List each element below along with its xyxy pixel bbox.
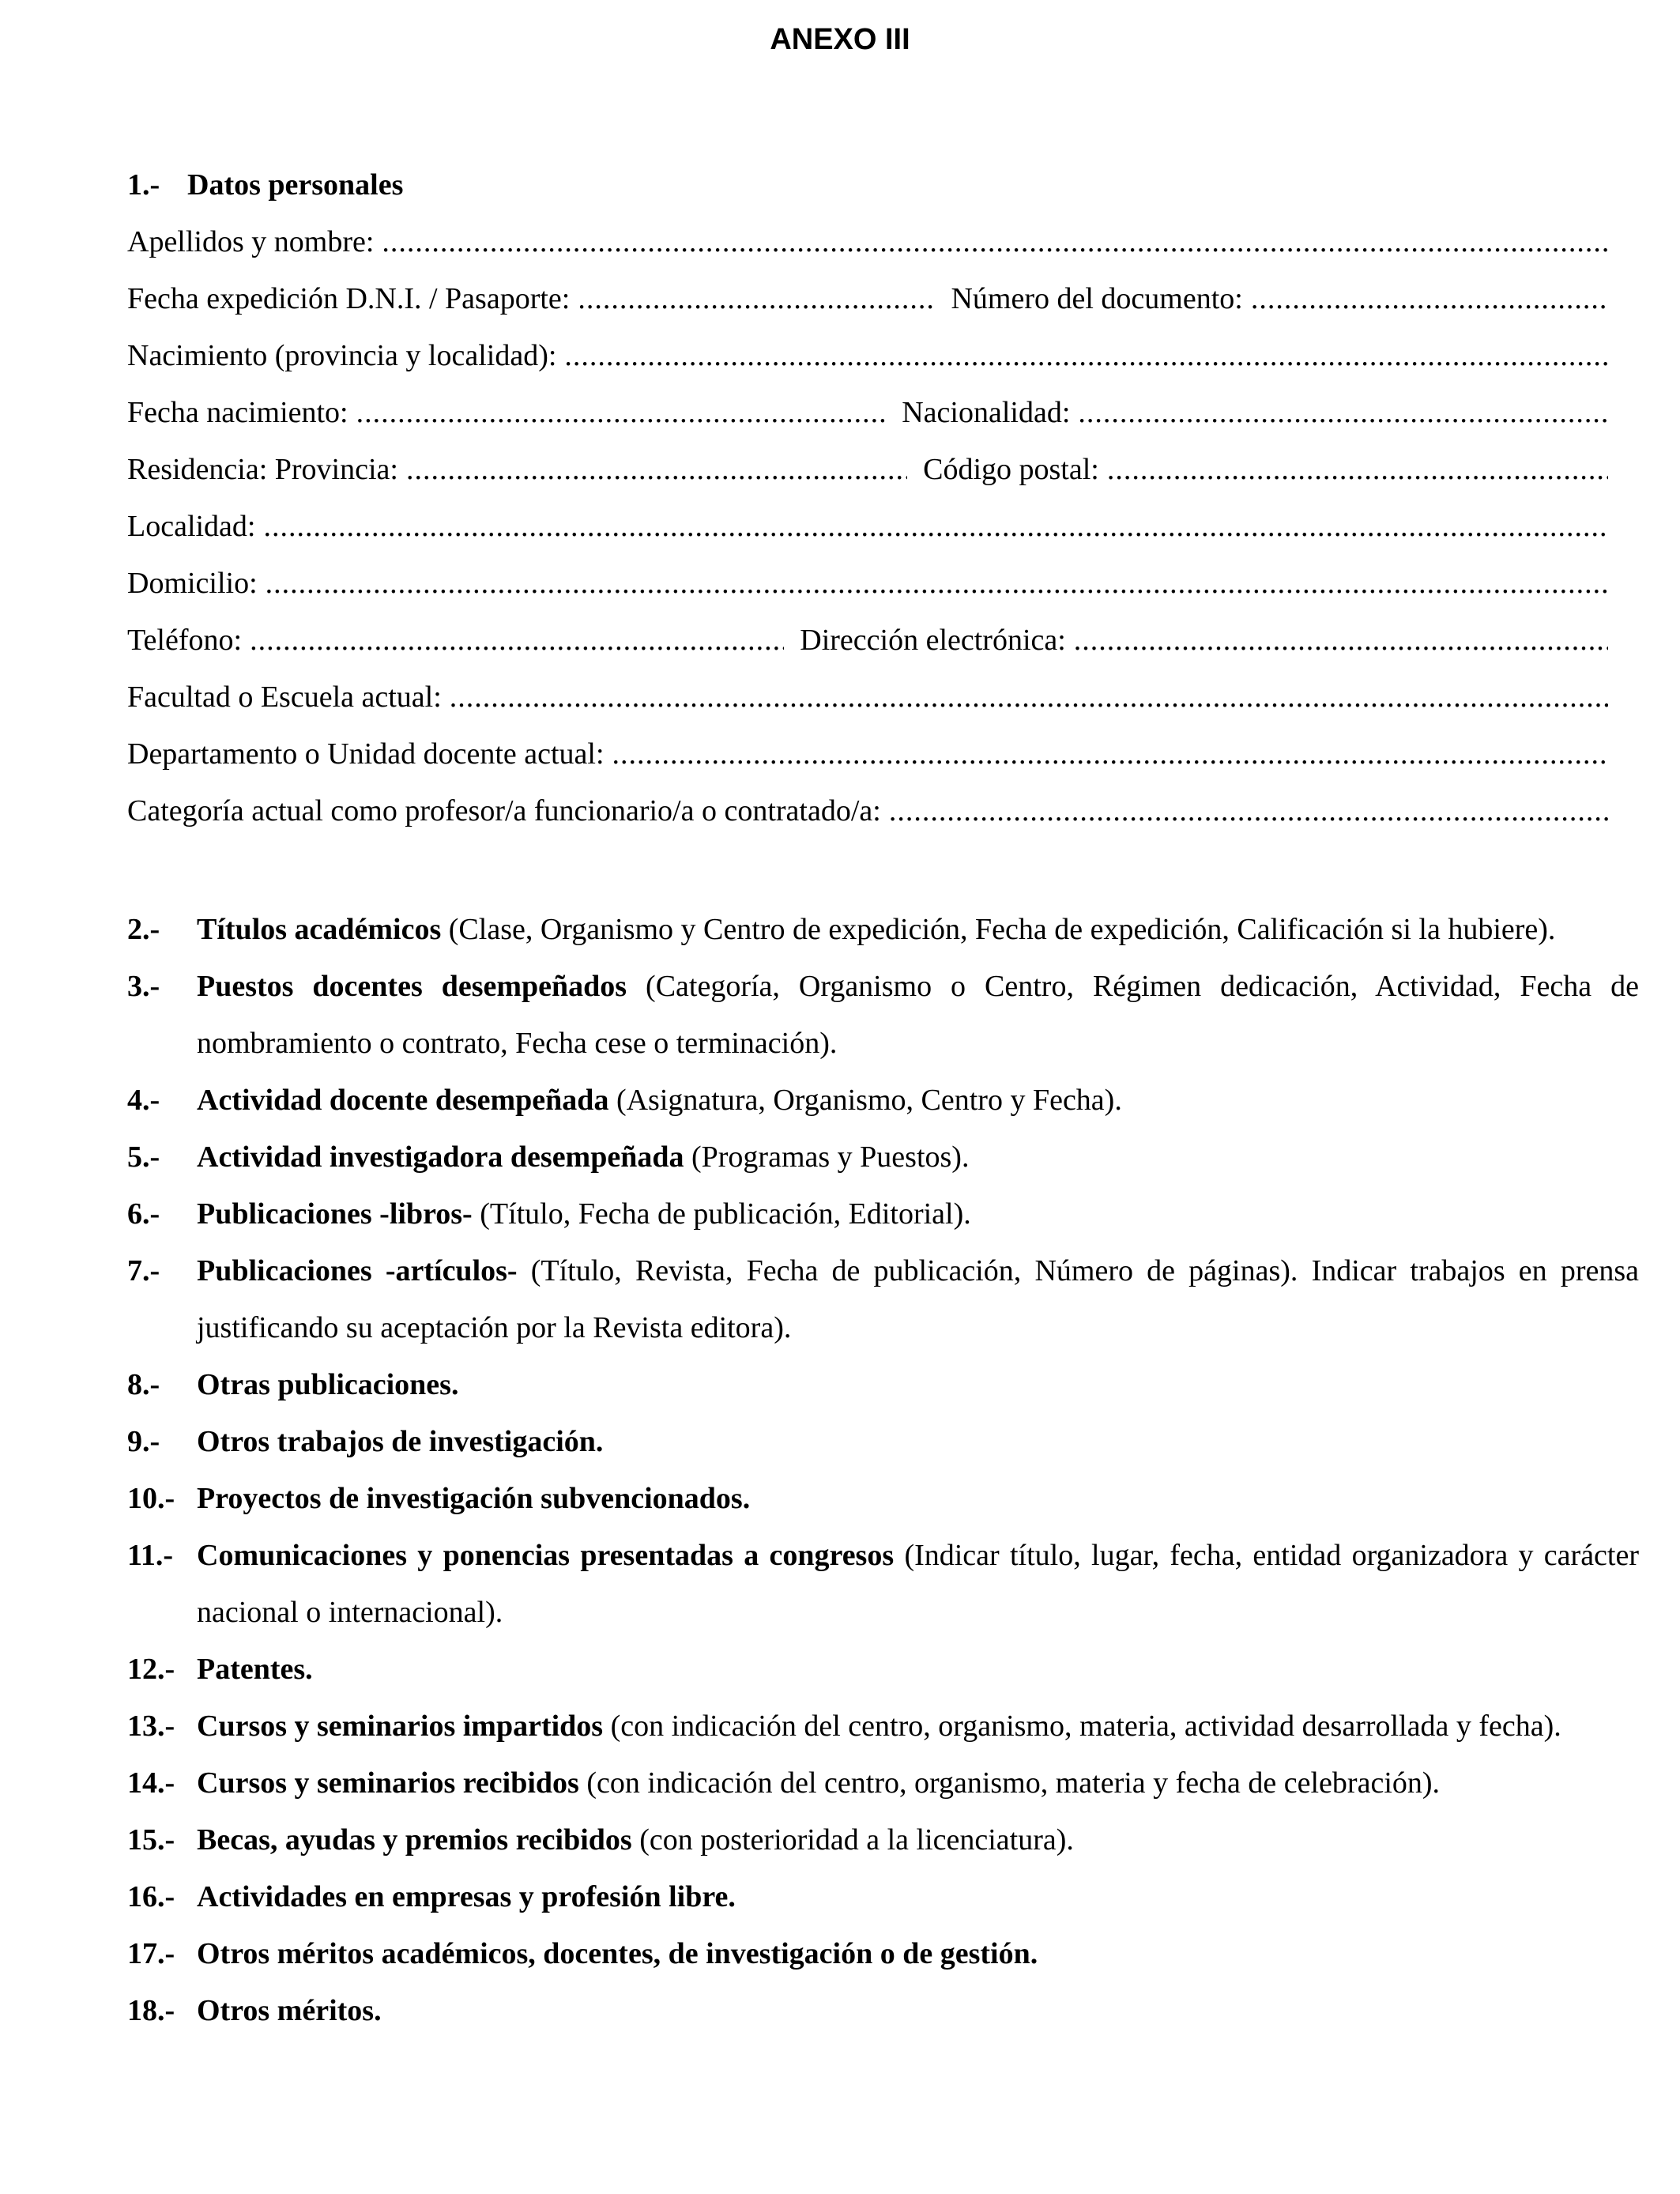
fill-in-line[interactable] (382, 223, 1608, 261)
merit-number: 15.- (127, 1823, 175, 1857)
merit-text (197, 1641, 1639, 1698)
merit-number: 6.- (127, 1197, 160, 1231)
merit-title: Actividad investigadora desempeñada (197, 1140, 684, 1174)
merit-item (127, 1242, 1639, 1356)
merit-description: (Clase, Organismo y Centro de expedición, Fecha de expedición, Calificación si la hubiere). (441, 913, 1556, 946)
merit-text (197, 1982, 1639, 2039)
merit-item (127, 1470, 1639, 1527)
merit-number: 13.- (127, 1710, 175, 1743)
field-row (127, 507, 1608, 564)
merit-title: Cursos y seminarios impartidos (197, 1710, 604, 1743)
merit-item (127, 901, 1639, 958)
merit-number: 2.- (127, 913, 160, 946)
merit-title: Actividad docente desempeñada (197, 1084, 609, 1117)
merit-item (127, 1413, 1639, 1470)
merit-title: Otros trabajos de investigación. (197, 1425, 604, 1458)
merit-title: Actividades en empresas y profesión libre. (197, 1880, 736, 1913)
field-label: Localidad: (127, 510, 256, 543)
field-label: Nacimiento (provincia y localidad): (127, 339, 557, 372)
fill-in-line[interactable] (250, 621, 784, 659)
merit-text (197, 1129, 1639, 1186)
merit-number: 11.- (127, 1539, 174, 1572)
merit-description: (Título, Fecha de publicación, Editorial). (472, 1197, 971, 1231)
merit-number: 10.- (127, 1482, 175, 1515)
fill-in-line[interactable] (612, 735, 1608, 773)
merit-item (127, 1129, 1639, 1186)
field-row (127, 792, 1608, 849)
merit-text (197, 1527, 1639, 1641)
field-label: Número del documento: (951, 282, 1243, 315)
field-row (127, 337, 1608, 394)
merit-number: 12.- (127, 1653, 175, 1686)
merit-text (197, 1811, 1639, 1868)
field-label: Residencia: Provincia: (127, 453, 398, 486)
field-row (127, 564, 1608, 621)
merit-text (197, 1698, 1639, 1755)
merit-number: 4.- (127, 1084, 160, 1117)
merit-text (197, 1072, 1639, 1129)
merit-description: (con indicación del centro, organismo, materia y fecha de celebración). (578, 1766, 1441, 1800)
field-row (127, 280, 1608, 337)
merit-number: 17.- (127, 1937, 175, 1970)
fill-in-line[interactable] (406, 450, 907, 488)
merit-text (197, 1755, 1639, 1811)
merit-item (127, 1072, 1639, 1129)
merit-title: Publicaciones -artículos- (197, 1254, 518, 1287)
fill-in-line[interactable] (263, 507, 1608, 545)
merit-number: 8.- (127, 1368, 160, 1401)
fill-in-line[interactable] (889, 792, 1608, 830)
merit-item (127, 1698, 1639, 1755)
merit-description: (con indicación del centro, organismo, materia, actividad desarrollada y fecha). (603, 1710, 1561, 1743)
field-row (127, 735, 1608, 792)
merit-item (127, 958, 1639, 1072)
fill-in-line[interactable] (356, 394, 887, 432)
section-1-title: Datos personales (187, 168, 404, 202)
merit-title: Otras publicaciones. (197, 1368, 459, 1401)
field-label: Código postal: (923, 453, 1099, 486)
fill-in-line[interactable] (266, 564, 1608, 602)
fill-in-line[interactable] (1107, 450, 1608, 488)
merit-number: 7.- (127, 1254, 160, 1287)
merit-title: Patentes. (197, 1653, 313, 1686)
personal-data-fields (127, 223, 1608, 849)
merit-text (197, 901, 1639, 958)
field-label: Fecha expedición D.N.I. / Pasaporte: (127, 282, 571, 315)
field-row (127, 621, 1608, 678)
field-row (127, 678, 1608, 735)
merit-title: Títulos académicos (197, 913, 442, 946)
document-title: ANEXO III (770, 23, 910, 56)
merit-number: 9.- (127, 1425, 160, 1458)
merit-title: Otros méritos. (197, 1994, 382, 2027)
field-row (127, 223, 1608, 280)
merit-number: 14.- (127, 1766, 175, 1800)
fill-in-line[interactable] (1074, 621, 1608, 659)
fill-in-line[interactable] (578, 280, 935, 318)
field-label: Fecha nacimiento: (127, 396, 348, 429)
merit-item (127, 1755, 1639, 1811)
merit-description: (Categoría, Organismo o Centro, Régimen dedicación, Actividad, Fecha de nombramiento o contrato, Fecha cese o terminación). (197, 970, 1639, 1060)
merit-description: (Título, Revista, Fecha de publicación, Número de páginas). Indicar trabajos en prensa justificando su aceptación por la Revista editora). (197, 1254, 1639, 1344)
merit-description: (con posterioridad a la licenciatura). (631, 1823, 1074, 1857)
fill-in-line[interactable] (564, 337, 1608, 375)
merits-list (127, 901, 1639, 2039)
field-row (127, 450, 1608, 507)
merit-item (127, 1868, 1639, 1925)
merit-text (197, 1470, 1639, 1527)
merit-title: Publicaciones -libros- (197, 1197, 473, 1231)
merit-text (197, 1413, 1639, 1470)
fill-in-line[interactable] (1251, 280, 1608, 318)
merit-description: (Programas y Puestos). (684, 1140, 970, 1174)
merit-item (127, 1811, 1639, 1868)
merit-text (197, 1925, 1639, 1982)
field-label: Categoría actual como profesor/a funcionario/a o contratado/a: (127, 794, 881, 827)
merit-number: 16.- (127, 1880, 175, 1913)
merit-title: Becas, ayudas y premios recibidos (197, 1823, 632, 1857)
merit-item (127, 1925, 1639, 1982)
merit-text (197, 1868, 1639, 1925)
merit-item (127, 1356, 1639, 1413)
merit-title: Otros méritos académicos, docentes, de investigación o de gestión. (197, 1937, 1038, 1970)
field-row (127, 394, 1608, 450)
merit-description: (Indicar título, lugar, fecha, entidad organizadora y carácter nacional o internacional). (197, 1539, 1639, 1629)
merit-description: (Asignatura, Organismo, Centro y Fecha). (608, 1084, 1122, 1117)
fill-in-line[interactable] (450, 678, 1608, 716)
merit-text (197, 1242, 1639, 1356)
merit-item (127, 1641, 1639, 1698)
field-label: Departamento o Unidad docente actual: (127, 737, 605, 771)
merit-number: 5.- (127, 1140, 160, 1174)
section-1-number: 1.- (127, 168, 160, 202)
merit-item (127, 1186, 1639, 1242)
field-label: Apellidos y nombre: (127, 225, 375, 258)
field-label: Nacionalidad: (902, 396, 1071, 429)
merit-item (127, 1982, 1639, 2039)
merit-title: Puestos docentes desempeñados (197, 970, 627, 1003)
merit-number: 18.- (127, 1994, 175, 2027)
field-label: Teléfono: (127, 624, 243, 657)
merit-title: Comunicaciones y ponencias presentadas a congresos (197, 1539, 895, 1572)
merit-title: Cursos y seminarios recibidos (197, 1766, 579, 1800)
field-label: Facultad o Escuela actual: (127, 680, 442, 714)
merit-item (127, 1527, 1639, 1641)
field-label: Domicilio: (127, 567, 258, 600)
merit-number: 3.- (127, 970, 160, 1003)
fill-in-line[interactable] (1078, 394, 1608, 432)
merit-text (197, 958, 1639, 1072)
section-1-heading (127, 166, 403, 204)
merit-title: Proyectos de investigación subvencionados. (197, 1482, 751, 1515)
field-label: Dirección electrónica: (800, 624, 1066, 657)
merit-text (197, 1186, 1639, 1242)
merit-text (197, 1356, 1639, 1413)
